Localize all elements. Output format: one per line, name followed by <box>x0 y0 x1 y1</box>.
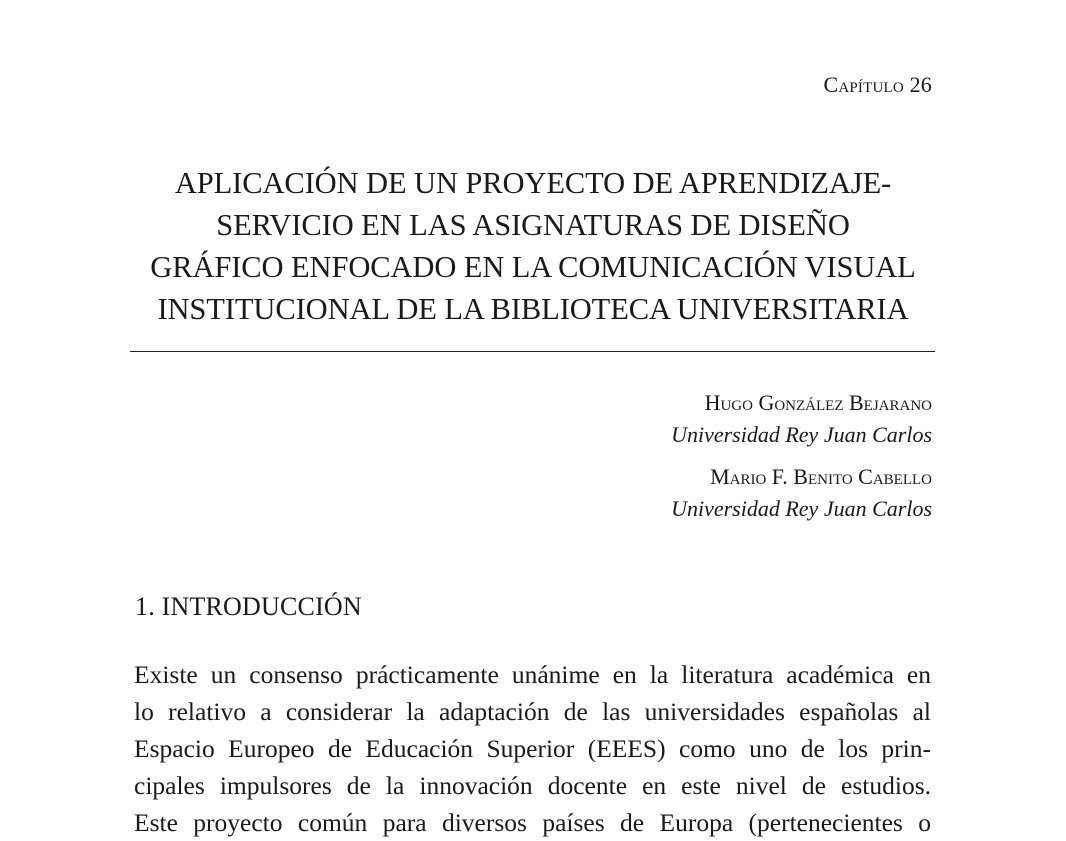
author-entry <box>671 387 932 451</box>
paragraph-line: cipales impulsores de la innovación docente en este nivel de estudios. <box>134 771 931 800</box>
title-line: INSTITUCIONAL DE LA BIBLIOTECA UNIVERSITARIA <box>157 292 909 326</box>
chapter-title <box>130 162 936 330</box>
author-name: Mario F. Benito Cabello <box>710 464 932 489</box>
title-line: GRÁFICO ENFOCADO EN LA COMUNICACIÓN VISUAL <box>150 250 916 284</box>
paragraph-line: Espacio Europeo de Educación Superior (EEES) como uno de los prin- <box>134 734 931 763</box>
paragraph-line: Existe un consenso prácticamente unánime en la literatura académica en <box>134 660 931 689</box>
paragraph-line: lo relativo a considerar la adaptación de las universidades españolas al <box>134 697 931 726</box>
author-affiliation: Universidad Rey Juan Carlos <box>671 422 932 447</box>
author-name: Hugo González Bejarano <box>704 390 932 415</box>
title-line: SERVICIO EN LAS ASIGNATURAS DE DISEÑO <box>216 208 850 242</box>
body-paragraph <box>134 656 931 841</box>
chapter-label: Capítulo 26 <box>823 72 932 97</box>
author-entry <box>671 461 932 525</box>
author-block <box>671 387 932 535</box>
paragraph-line: Este proyecto común para diversos países de Europa (pertenecientes o <box>134 808 931 837</box>
title-divider <box>130 351 935 352</box>
title-line: APLICACIÓN DE UN PROYECTO DE APRENDIZAJE- <box>174 166 892 200</box>
section-heading: 1. INTRODUCCIÓN <box>135 592 362 621</box>
author-affiliation: Universidad Rey Juan Carlos <box>671 496 932 521</box>
